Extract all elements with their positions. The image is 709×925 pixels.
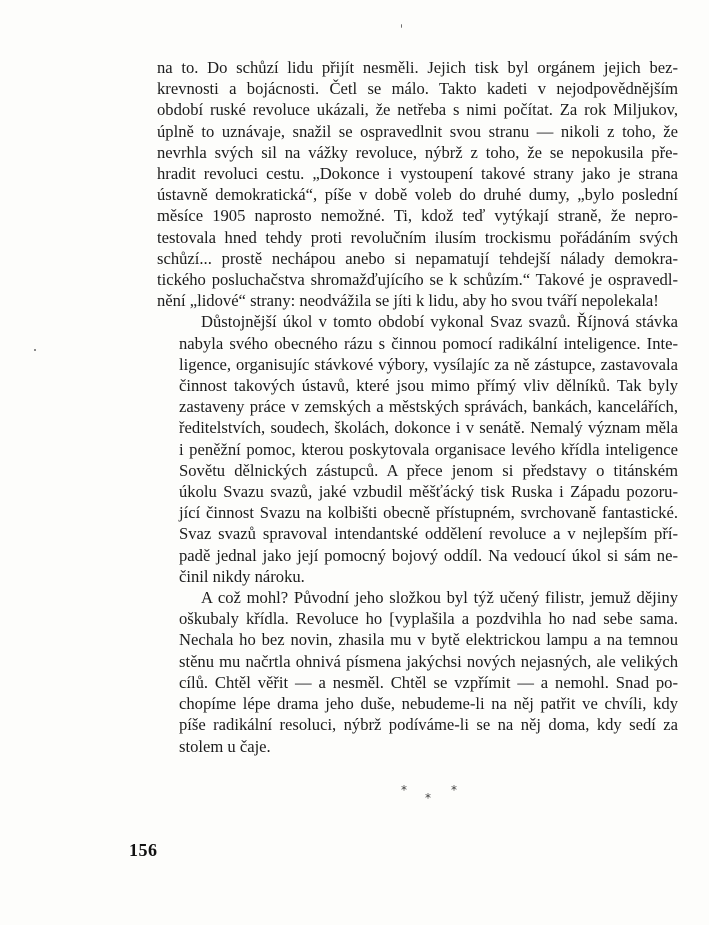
text-line: Svaz svazů spravoval intendantské oddělení revoluce a v nejlepším pří- bbox=[179, 524, 678, 544]
text-line: činnost takových ústavů, které jsou mimo přímý vliv dělníků. Tak byly bbox=[179, 376, 678, 396]
text-line: nění „lidové“ strany: neodvážila se jíti k lidu, aby ho svou tváří nepolekala! bbox=[157, 291, 659, 311]
text-line: úkolu Svazu svazů, jaké vzbudil měšťácký tisk Ruska i Západu pozoru- bbox=[179, 482, 678, 502]
paragraph bbox=[157, 311, 678, 587]
text-line: cílů. Chtěl věřit — a nesměl. Chtěl se vzpřímit — a nemohl. Snad po- bbox=[179, 672, 678, 692]
text-line: měsíce 1905 naprosto nemožné. Ti, kdož teď vytýkají straně, že nepro- bbox=[157, 206, 678, 226]
text-line: stěnu mu načrtla ohnivá písmena jakýchsi nových nejasných, ale velikých bbox=[179, 651, 678, 671]
text-line: na to. Do schůzí lidu přijít nesměli. Jejich tisk byl orgánem jejich bez- bbox=[157, 58, 678, 77]
text-line: schůzí... prostě nechápou anebo si nepamatují tehdejší nálady demokra- bbox=[157, 248, 678, 268]
paragraph bbox=[157, 587, 678, 757]
separator-asterisk: * bbox=[425, 791, 431, 805]
page-number: 156 bbox=[129, 840, 158, 860]
text-line: chopíme lépe drama jeho duše, nebudeme-li na něj patřit ve chvíli, kdy bbox=[179, 694, 678, 714]
text-line: Sovětu dělnických zástupců. A přece jenom si představy o titánském bbox=[179, 460, 678, 480]
text-line: nabyla svého obecného rázu s činnou pomocí radikální inteligence. Inte- bbox=[179, 333, 678, 353]
text-line: jící činnost Svazu na kolbišti obecně přístupném, svrchovaně fantastické. bbox=[179, 503, 678, 523]
text-line: ústavně demokratická“, píše v době voleb do druhé dumy, „bylo poslední bbox=[157, 185, 678, 205]
text-line: ředitelstvích, soudech, školách, dokonce i v senátě. Nemalý význam měla bbox=[179, 418, 678, 438]
text-line: tického posluchačstva shromažďujícího se k schůzím.“ Takové je ospravedl- bbox=[157, 270, 678, 290]
text-line: úplně to uznávaje, snažil se ospravedlnit svou stranu — nikoli z toho, že bbox=[157, 121, 678, 141]
text-line: i peněžní pomoc, kterou poskytovala organisace levého křídla inteligence bbox=[179, 439, 678, 459]
text-line: A což mohl? Původní jeho složkou byl týž učený filistr, jemuž dějiny bbox=[201, 588, 678, 608]
text-line: Nechala ho bez novin, zhasila mu v bytě elektrickou lampu a na temnou bbox=[179, 630, 678, 650]
text-line: padě jednal jako její pomocný bojový oddíl. Na vedoucí úkol si sám ne- bbox=[179, 545, 678, 565]
text-line: hradit revoluci cestu. „Dokonce i vystoupení takové strany jako je strana bbox=[157, 164, 678, 184]
paragraph bbox=[157, 57, 678, 311]
separator-asterisk: * bbox=[451, 783, 457, 797]
section-separator bbox=[395, 783, 475, 807]
separator-asterisk: * bbox=[401, 783, 407, 797]
text-line: nevrhla svých sil na vážky revoluce, nýbrž z toho, že se nepokusila pře- bbox=[157, 142, 678, 162]
text-line: píše radikální resoluci, nýbrž podíváme-li se na něj doma, kdy sedí za bbox=[179, 715, 678, 735]
text-line: ligence, organisujíc stávkové výbory, vysílajíc za ně zástupce, zastavovala bbox=[179, 354, 678, 374]
print-speck bbox=[34, 349, 36, 351]
text-line: Důstojnější úkol v tomto období vykonal Svaz svazů. Říjnová stávka bbox=[201, 312, 678, 332]
body-text bbox=[157, 57, 678, 757]
text-line: období ruské revoluce ukázali, že netřeba s nimi počítat. Za rok Miljukov, bbox=[157, 100, 678, 120]
text-line: testovala hned tehdy proti revolučním ilusím trockismu pořádáním svých bbox=[157, 227, 678, 247]
print-speck bbox=[401, 24, 402, 28]
text-line: činil nikdy nároku. bbox=[179, 566, 305, 586]
text-line: krevnosti a bojácnosti. Četl se málo. Takto kadeti v nejodpovědnějším bbox=[157, 79, 678, 99]
text-line: zastaveny práce v zemských a městských správách, bankách, kancelářích, bbox=[179, 397, 678, 417]
text-line: stolem u čaje. bbox=[179, 736, 271, 756]
text-line: oškubaly křídla. Revoluce ho [vyplašila a pozdvihla ho nad sebe sama. bbox=[179, 609, 678, 629]
